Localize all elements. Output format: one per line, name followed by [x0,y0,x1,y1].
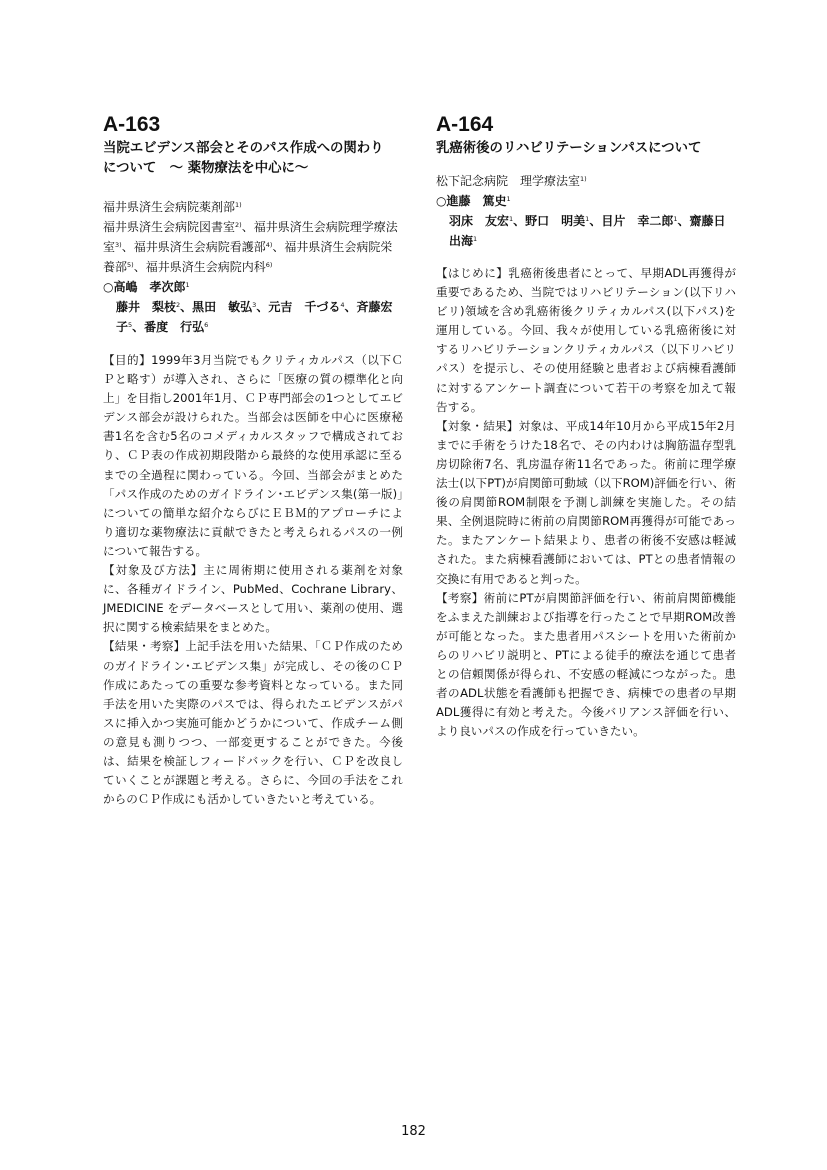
abstract-body [103,351,403,809]
presenting-author: ○進藤 篤史$^1$ [436,194,511,208]
title-line: 当院エビデンス部会とそのパス作成への関わり [103,141,384,156]
affiliations [436,171,736,191]
paragraph-results: 【結果・考察】上記手法を用いた結果、「ＣＰ作成のためのガイドライン･エビデンス集」が完成し、その後のＣＰ作成にあたっての重要な参考資料となっている。また同手法を用いた実際のパスでは、得られたエビデンスがパスに挿入かつ実施可能かどうかについて、作成チーム側の意見も測りつつ、一部変更することができた。今後は、結果を検証しフィードバックを行い、ＣＰを改良していくことが課題と考える。さらに、今回の手法をこれからのＣＰ作成にも活かしていきたいと考えている。 [103,639,403,807]
authors [436,191,736,251]
affiliations [103,197,403,277]
affiliation-line: 福井県済生会病院薬剤部$^{1)}$ [103,200,242,214]
co-authors: 羽床 友宏$^1$、野口 明美$^1$、目片 幸二郎$^1$、齋藤日出海$^1$ [449,214,726,248]
paragraph-methods: 【対象及び方法】主に周術期に使用される薬剤を対象に、各種ガイドライン、PubMed、Cochrane Library、JMEDICINE をデータベースとして用い、薬剤の使用、選択に関する検索結果をまとめた。 [103,563,403,635]
affiliation-line: 福井県済生会病院図書室$^{2)}$、福井県済生会病院理学療法室$^{3)}$、福井県済生会病院看護部$^{4)}$、福井県済生会病院栄養部$^{5)}$、福井県済生会病院内科$^{6)}$ [103,220,398,274]
affiliation-line: 松下記念病院 理学療法室$^{1)}$ [436,174,587,188]
title-line: 乳癌術後のリハビリテーションパスについて [436,141,702,156]
abstract-title [436,139,736,159]
abstract-a163 [103,112,403,809]
abstract-code: A-163 [103,113,161,136]
paragraph-purpose: 【目的】1999年3月当院でもクリティカルパス（以下ＣＰと略す）が導入され、さらに「医療の質の標準化と向上」を目指し2001年1月、ＣＰ専門部会の1つとしてエビデンス部会が設けられた。当部会は医師を中心に医療秘書1名を含む5名のコメディカルスタッフで構成されており、ＣＰ表の作成初期段階から最終的な使用承認に至るまでの全過程に関わっている。今回、当部会がまとめた「パス作成のためのガイドライン･エビデンス集(第一版)」についての簡単な紹介ならびにＥＢＭ的アプローチにより適切な薬物療法に貢献できたと考えられるパスの一例について報告する。 [103,353,403,558]
authors [103,277,403,337]
page-number: 182 [401,1124,426,1139]
presenting-author: ○高嶋 孝次郎$^1$ [103,280,190,294]
paragraph-discussion: 【考察】術前にPTが肩関節評価を行い、術前肩関節機能をふまえた訓練および指導を行ったことで早期ROM改善が可能となった。また患者用パスシートを用いた術前からのリハビリ説明と、PTによる徒手的療法を通じて患者との信頼関係が得られ、不安感の軽減につながった。患者のADL状態を看護師も把握でき、病棟での患者の早期ADL獲得に有効と考えた。今後バリアンス評価を行い、より良いパスの作成を行っていきたい。 [436,590,736,739]
abstract-title [103,139,403,179]
paragraph-introduction: 【はじめに】乳癌術後患者にとって、早期ADL再獲得が重要であるため、当院ではリハビリテーション(以下リハビリ)領域を含め乳癌術後クリティカルパス(以下パス)を運用している。今回、我々が使用している乳癌術後に対するリハビリテーションクリティカルパス（以下リハビリパス）を提示し、その使用経験と患者および病棟看護師に対するアンケート調査について若干の考察を加えて報告する。 [436,266,736,414]
abstract-body [436,264,736,741]
title-line: について ～ 薬物療法を中心に～ [103,161,309,176]
paragraph-subjects-results: 【対象・結果】対象は、平成14年10月から平成15年2月までに手術をうけた18名で、その内わけは胸筋温存型乳房切除術7名、乳房温存術11名であった。術前に理学療法士(以下PT)が肩関節可動域（以下ROM)評価を行い、術後の肩関節ROM制限を予測し訓練を実施した。その結果、全例退院時に術前の肩関節ROM再獲得が可能であった。またアンケート結果より、患者の術後不安感は軽減された。また病棟看護師においては、PTとの患者情報の交換に有用であると判った。 [436,418,736,586]
abstract-code: A-164 [436,113,494,136]
abstract-a164 [436,112,736,741]
co-authors: 藤井 梨枝$^2$、黒田 敏弘$^3$、元吉 千づる$^4$、斉藤宏子$^5$、番度 行弘$^6$ [116,300,393,334]
